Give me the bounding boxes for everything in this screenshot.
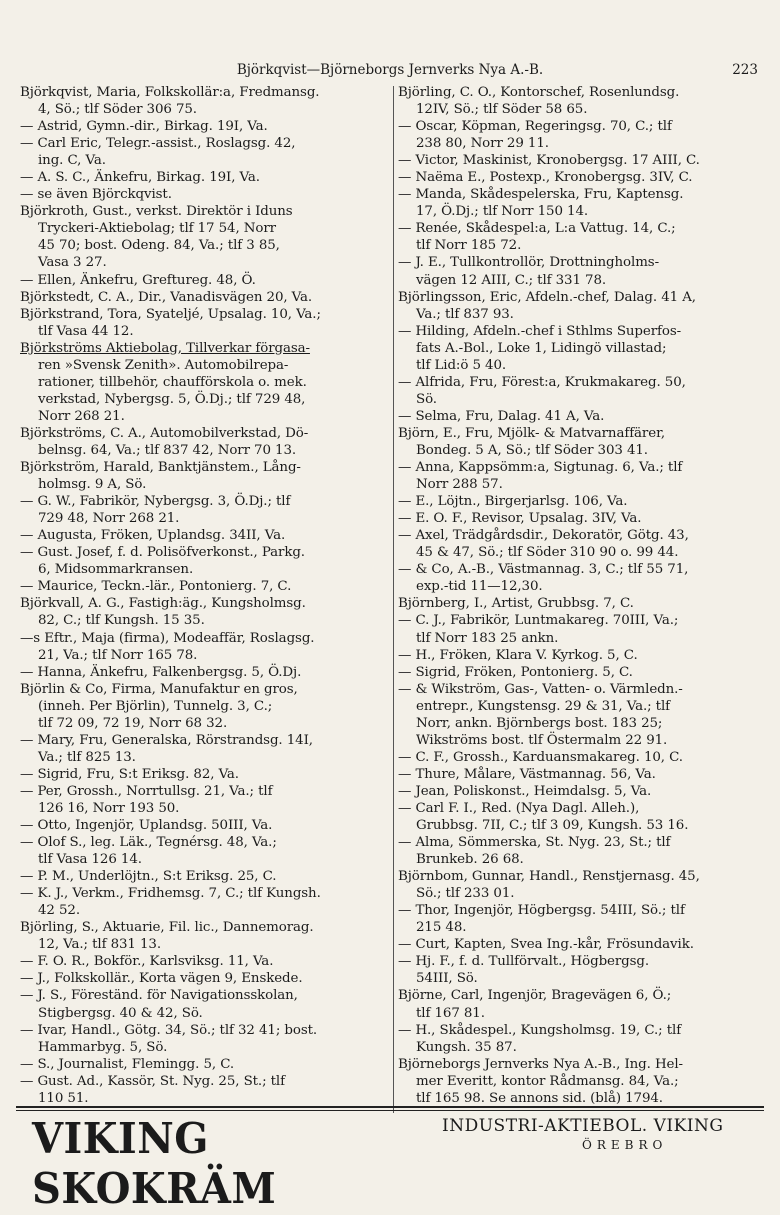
- directory-entry-line: — Hilding, Afdeln.-chef i Sthlms Superfos-: [398, 323, 682, 339]
- directory-entry-line: — Otto, Ingenjör, Uplandsg. 50III, Va.: [20, 818, 273, 834]
- directory-entry-line: — J. S., Föreständ. för Navigationsskolan,: [20, 988, 298, 1004]
- directory-entry-line: — H., Skådespel., Kungsholmsg. 19, C.; tlf: [398, 1022, 682, 1038]
- directory-entry-line: Björkvall, A. G., Fastigh:äg., Kungsholmsg.: [20, 596, 306, 612]
- directory-entry-line: 12IV, Sö.; tlf Söder 58 65.: [416, 102, 588, 118]
- right-column: [398, 84, 768, 1107]
- directory-entry-line: verkstad, Nybergsg. 5, Ö.Dj.; tlf 729 48,: [38, 391, 306, 407]
- directory-entry-line: 21, Va.; tlf Norr 165 78.: [38, 647, 198, 663]
- directory-entry-line: Va.; tlf 825 13.: [38, 749, 136, 765]
- directory-entry-line: 45 70; bost. Odeng. 84, Va.; tlf 3 85,: [38, 238, 280, 254]
- directory-entry-line: 238 80, Norr 29 11.: [416, 136, 549, 152]
- directory-entry-line: 12, Va.; tlf 831 13.: [38, 937, 161, 953]
- directory-entry-line: — Sigrid, Fru, S:t Eriksg. 82, Va.: [20, 766, 239, 782]
- directory-entry-line: Kungsh. 35 87.: [416, 1039, 517, 1055]
- directory-entry-line: 82, C.; tlf Kungsh. 15 35.: [38, 613, 205, 629]
- directory-entry-line: Björnberg, I., Artist, Grubbsg. 7, C.: [398, 596, 634, 612]
- directory-entry-line: Björling, S., Aktuarie, Fil. lic., Dannemorag.: [20, 920, 314, 936]
- directory-entry-line: Björne, Carl, Ingenjör, Bragevägen 6, Ö.;: [398, 988, 672, 1004]
- directory-entry-line: Björkqvist, Maria, Folkskollär:a, Fredmansg.: [20, 85, 320, 100]
- directory-entry-line: 215 48.: [416, 920, 467, 936]
- directory-entry-line: Björlin & Co, Firma, Manufaktur en gros,: [20, 681, 298, 697]
- directory-entry-line: Björkströms, C. A., Automobilverkstad, Dö-: [20, 425, 309, 441]
- directory-entry-line: — Augusta, Fröken, Uplandsg. 34II, Va.: [20, 528, 286, 544]
- page-number: 223: [732, 62, 758, 78]
- directory-entry-line: Tryckeri-Aktiebolag; tlf 17 54, Norr: [38, 221, 276, 237]
- directory-entry-line: — Hj. F., f. d. Tullförvalt., Högbergsg.: [398, 954, 650, 970]
- directory-entry-line: — Ivar, Handl., Götg. 34, Sö.; tlf 32 41; bost.: [20, 1022, 318, 1038]
- directory-entry-line: tlf 165 98. Se annons sid. (blå) 1794.: [416, 1090, 663, 1106]
- directory-entry-line: — Axel, Trädgårdsdir., Dekoratör, Götg. 43,: [398, 528, 689, 544]
- directory-entry-line: — Sigrid, Fröken, Pontonierg. 5, C.: [398, 664, 633, 680]
- directory-entry-line: Stigbergsg. 40 & 42, Sö.: [38, 1005, 203, 1021]
- directory-entry-line: — Gust. Ad., Kassör, St. Nyg. 25, St.; tlf: [20, 1073, 285, 1089]
- directory-entry-line: ren »Svensk Zenith». Automobilrepa-: [38, 357, 289, 373]
- directory-entry-line: tlf Lid:ö 5 40.: [416, 357, 507, 373]
- directory-entry-line: — S., Journalist, Flemingg. 5, C.: [20, 1056, 235, 1072]
- directory-entry-line: — Alfrida, Fru, Förest:a, Krukmakareg. 50,: [398, 374, 686, 390]
- directory-entry-line: — C. F., Grossh., Karduansmakareg. 10, C.: [398, 749, 683, 765]
- directory-entry-line: Brunkeb. 26 68.: [416, 852, 524, 868]
- directory-entry-line: — Carl Eric, Telegr.-assist., Roslagsg. 42,: [20, 136, 296, 152]
- directory-entry-line: — Olof S., leg. Läk., Tegnérsg. 48, Va.;: [20, 835, 277, 851]
- directory-entry-line: tlf 167 81.: [416, 1005, 485, 1021]
- directory-entry-line: — Curt, Kapten, Svea Ing.-kår, Frösundavik.: [398, 937, 694, 953]
- footer-rule-thin: [16, 1110, 764, 1111]
- directory-entry-line: Va.; tlf 837 93.: [416, 306, 514, 322]
- directory-entry-line: Björneborgs Jernverks Nya A.-B., Ing. Hel-: [398, 1056, 683, 1072]
- directory-entry-line: vägen 12 AIII, C.; tlf 331 78.: [416, 272, 607, 288]
- directory-entry-line: — Mary, Fru, Generalska, Rörstrandsg. 14I,: [20, 732, 313, 748]
- directory-entry-line: — K. J., Verkm., Fridhemsg. 7, C.; tlf Kungsh.: [20, 886, 321, 902]
- directory-entry-line: 110 51.: [38, 1090, 89, 1106]
- directory-entry-line: — H., Fröken, Klara V. Kyrkog. 5, C.: [398, 647, 638, 663]
- directory-entry-line: Norr 288 57.: [416, 477, 503, 493]
- footer-rule: [16, 1106, 764, 1108]
- directory-entry-line: Hammarbyg. 5, Sö.: [38, 1039, 168, 1055]
- directory-entry-line: — Thure, Målare, Västmannag. 56, Va.: [398, 766, 656, 782]
- directory-entry-line: — Carl F. I., Red. (Nya Dagl. Alleh.),: [398, 800, 640, 816]
- advertisement-company: INDUSTRI-AKTIEBOL. VIKING: [442, 1116, 724, 1136]
- directory-entry-line: Wikströms bost. tlf Östermalm 22 91.: [416, 732, 668, 748]
- directory-entry-line: fats A.-Bol., Loke 1, Lidingö villastad;: [416, 340, 667, 356]
- directory-entry-line: — Anna, Kappsömm:a, Sigtunag. 6, Va.; tlf: [398, 460, 683, 476]
- directory-entry-line: mer Everitt, kontor Rådmansg. 84, Va.;: [416, 1073, 679, 1089]
- column-divider: [393, 86, 394, 1113]
- directory-entry-line: Björkström, Harald, Banktjänstem., Lång-: [20, 460, 301, 476]
- directory-entry-line: Vasa 3 27.: [38, 255, 107, 271]
- directory-entry-line: — Alma, Sömmerska, St. Nyg. 23, St.; tlf: [398, 835, 671, 851]
- directory-entry-line: 729 48, Norr 268 21.: [38, 511, 180, 527]
- directory-entry-line: belnsg. 64, Va.; tlf 837 42, Norr 70 13.: [38, 442, 297, 458]
- directory-entry-line: — Jean, Poliskonst., Heimdalsg. 5, Va.: [398, 783, 652, 799]
- directory-entry-line: entrepr., Kungstensg. 29 & 31, Va.; tlf: [416, 698, 671, 714]
- directory-entry-line: — Selma, Fru, Dalag. 41 A, Va.: [398, 408, 605, 424]
- directory-entry-line: — Naëma E., Postexp., Kronobergsg. 3IV, C.: [398, 170, 693, 186]
- directory-entry-line: Björlingsson, Eric, Afdeln.-chef, Dalag. 41 A,: [398, 289, 696, 305]
- directory-entry-line: Sö.: [416, 391, 437, 407]
- directory-entry-line: tlf Vasa 126 14.: [38, 852, 142, 868]
- directory-entry-line: rationer, tillbehör, chaufförskola o. mek.: [38, 374, 307, 390]
- directory-entry-line: — J. E., Tullkontrollör, Drottningholms-: [398, 255, 659, 271]
- directory-entry-line: 45 & 47, Sö.; tlf Söder 310 90 o. 99 44.: [416, 545, 679, 561]
- directory-entry-line: — Per, Grossh., Norrtullsg. 21, Va.; tlf: [20, 783, 273, 799]
- directory-entry-line: Björkstedt, C. A., Dir., Vanadisvägen 20, Va.: [20, 289, 313, 305]
- directory-entry-line: — Victor, Maskinist, Kronobergsg. 17 AIII, C.: [398, 153, 700, 169]
- directory-entry-line: — Oscar, Köpman, Regeringsg. 70, C.; tlf: [398, 119, 672, 135]
- directory-entry-line: Norr 268 21.: [38, 408, 125, 424]
- directory-entry-line: — Renée, Skådespel:a, L:a Vattug. 14, C.;: [398, 221, 676, 237]
- directory-entry-line: Grubbsg. 7II, C.; tlf 3 09, Kungsh. 53 16.: [416, 818, 689, 834]
- running-title: Björkqvist—Björneborgs Jernverks Nya A.-B.: [236, 62, 544, 78]
- directory-entry-line: — G. W., Fabrikör, Nybergsg. 3, Ö.Dj.; tlf: [20, 494, 291, 510]
- directory-entry-line: — Ellen, Änkefru, Greftureg. 48, Ö.: [20, 272, 256, 288]
- directory-entry-line: 126 16, Norr 193 50.: [38, 800, 180, 816]
- left-column: [20, 84, 392, 1107]
- directory-entry-line: — J., Folkskollär., Korta vägen 9, Enskede.: [20, 971, 303, 987]
- advertisement-city: ÖREBRO: [582, 1138, 668, 1152]
- directory-entry-line: 17, Ö.Dj.; tlf Norr 150 14.: [416, 204, 589, 220]
- directory-entry-line: holmsg. 9 A, Sö.: [38, 477, 147, 493]
- directory-entry-line: Björkströms Aktiebolag, Tillverkar förgasa-: [20, 340, 310, 356]
- directory-entry-line: tlf 72 09, 72 19, Norr 68 32.: [38, 715, 228, 731]
- directory-entry-line: Sö.; tlf 233 01.: [416, 886, 515, 902]
- directory-entry-line: Björn, E., Fru, Mjölk- & Matvarnaffärer,: [398, 425, 666, 441]
- directory-entry-line: — & Wikström, Gas-, Vatten- o. Värmledn.-: [398, 681, 683, 697]
- directory-entry-line: tlf Norr 185 72.: [416, 238, 522, 254]
- directory-entry-line: — P. M., Underlöjtn., S:t Eriksg. 25, C.: [20, 869, 277, 885]
- directory-entry-line: — Hanna, Änkefru, Falkenbergsg. 5, Ö.Dj.: [20, 664, 302, 680]
- directory-entry-line: — Manda, Skådespelerska, Fru, Kaptensg.: [398, 187, 684, 203]
- directory-entry-line: — & Co, A.-B., Västmannag. 3, C.; tlf 55 71,: [398, 562, 689, 578]
- directory-entry-line: Bondeg. 5 A, Sö.; tlf Söder 303 41.: [416, 442, 648, 458]
- directory-entry-line: Björkstrand, Tora, Syateljé, Upsalag. 10, Va.;: [20, 306, 321, 322]
- directory-entry-line: ing. C, Va.: [38, 153, 106, 169]
- directory-entry-line: — Maurice, Teckn.-lär., Pontonierg. 7, C.: [20, 579, 292, 595]
- directory-entry-line: — C. J., Fabrikör, Luntmakareg. 70III, Va.;: [398, 613, 679, 629]
- directory-entry-line: 42 52.: [38, 903, 80, 919]
- directory-entry-line: (inneh. Per Björlin), Tunnelg. 3, C.;: [38, 698, 273, 714]
- directory-entry-line: —s Eftr., Maja (firma), Modeaffär, Roslagsg.: [20, 630, 315, 646]
- directory-entry-line: 54III, Sö.: [416, 971, 478, 987]
- directory-entry-line: 6, Midsommarkransen.: [38, 562, 194, 578]
- directory-entry-line: Norr, ankn. Björnbergs bost. 183 25;: [416, 715, 663, 731]
- directory-entry-line: tlf Vasa 44 12.: [38, 323, 134, 339]
- directory-entry-line: — A. S. C., Änkefru, Birkag. 19I, Va.: [20, 170, 260, 186]
- directory-entry-line: — Gust. Josef, f. d. Polisöfverkonst., Parkg.: [20, 545, 305, 561]
- directory-entry-line: — Astrid, Gymn.-dir., Birkag. 19I, Va.: [20, 119, 268, 135]
- directory-entry-line: — E. O. F., Revisor, Upsalag. 3IV, Va.: [398, 511, 642, 527]
- directory-entry-line: exp.-tid 11—12,30.: [416, 579, 543, 595]
- directory-entry-line: — Thor, Ingenjör, Högbergsg. 54III, Sö.; tlf: [398, 903, 685, 919]
- page-header: [0, 62, 780, 84]
- directory-entry-line: 4, Sö.; tlf Söder 306 75.: [38, 102, 197, 118]
- directory-entry-line: — E., Löjtn., Birgerjarlsg. 106, Va.: [398, 494, 628, 510]
- directory-entry-line: — F. O. R., Bokför., Karlsviksg. 11, Va.: [20, 954, 274, 970]
- directory-entry-line: — se även Björckqvist.: [20, 187, 172, 203]
- directory-entry-line: tlf Norr 183 25 ankn.: [416, 630, 559, 646]
- directory-entry-line: Björling, C. O., Kontorschef, Rosenlundsg.: [398, 85, 680, 100]
- directory-entry-line: Björnbom, Gunnar, Handl., Renstjernasg. 45,: [398, 869, 700, 885]
- directory-entry-line: Björkroth, Gust., verkst. Direktör i Iduns: [20, 204, 293, 220]
- advertisement-brand: VIKING SKOKRÄM: [32, 1114, 277, 1214]
